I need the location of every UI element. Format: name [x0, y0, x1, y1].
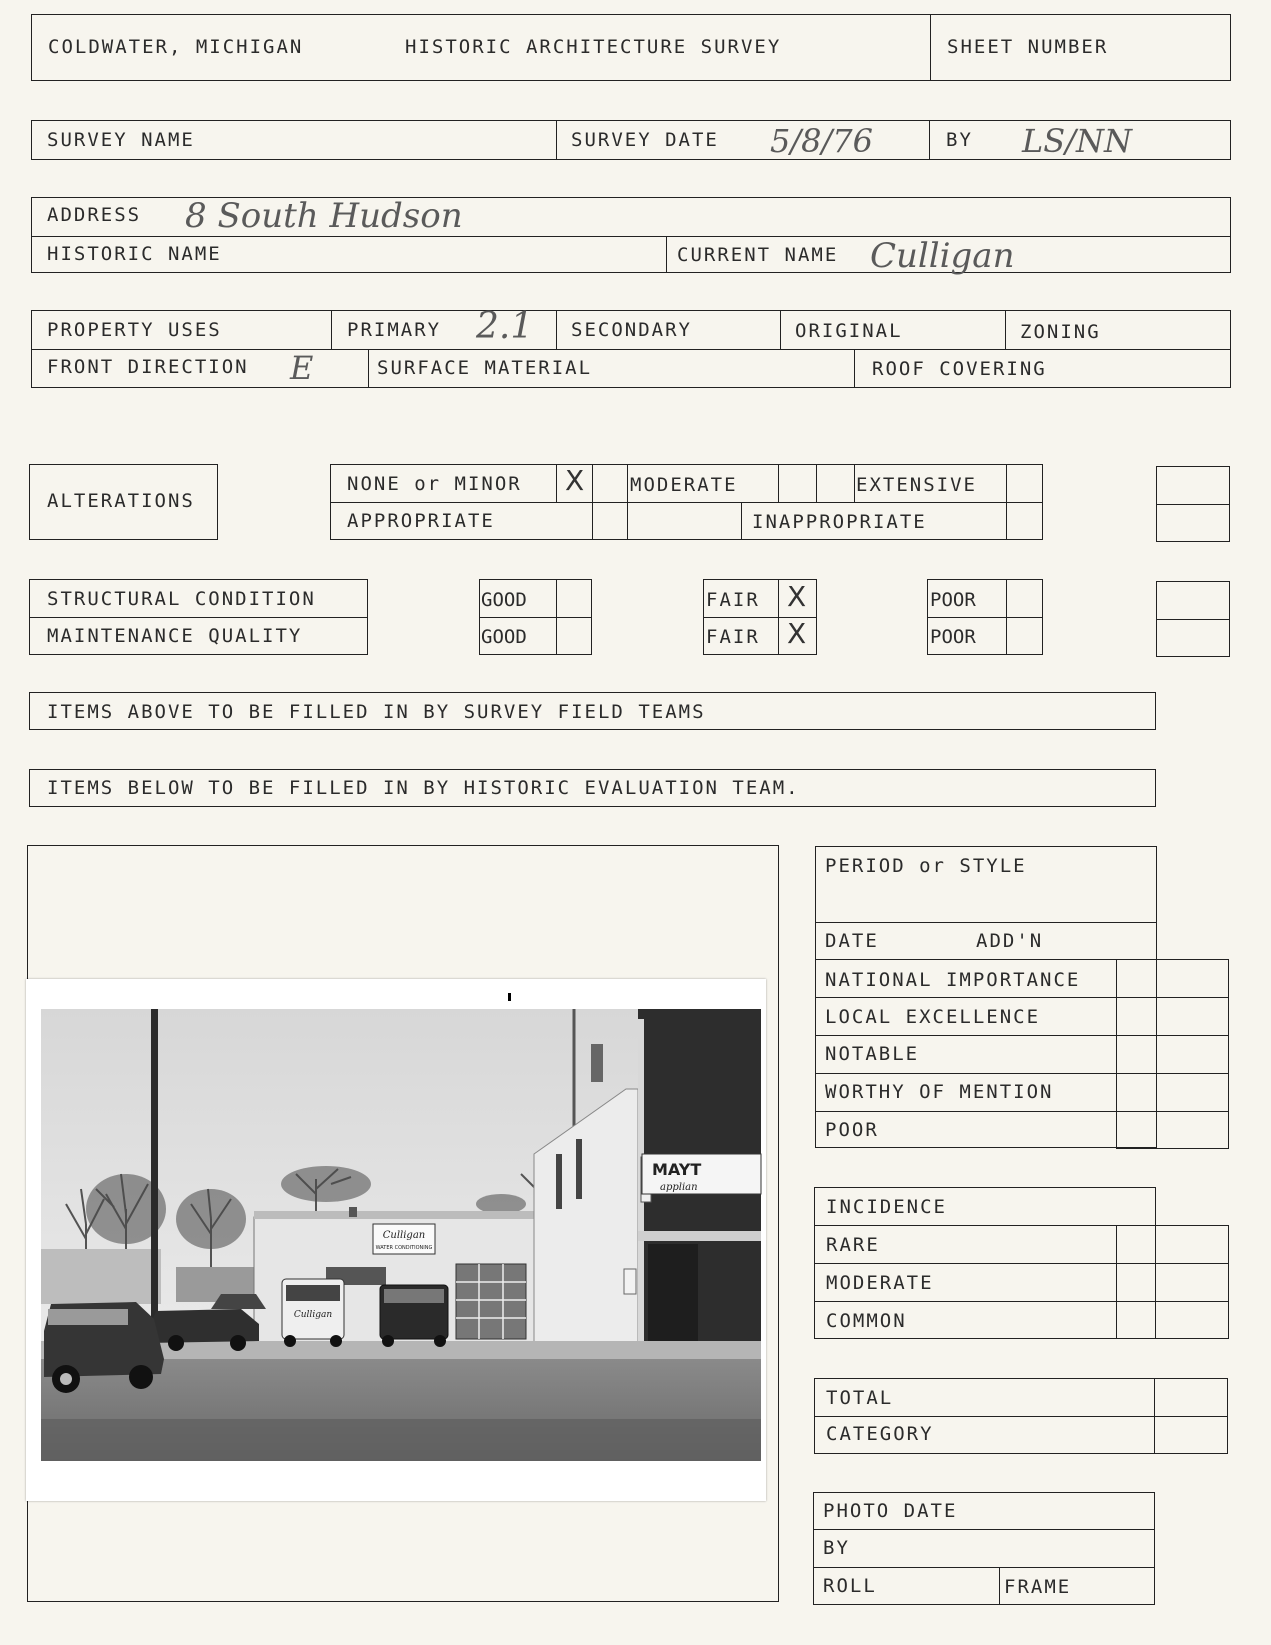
addn-label: ADD'N — [976, 930, 1044, 952]
alt-div-3 — [627, 464, 628, 540]
eval-poor-label: POOR — [825, 1119, 879, 1141]
by-label: BY — [946, 129, 973, 151]
eval-line-1 — [815, 922, 1157, 923]
common-label: COMMON — [826, 1310, 907, 1332]
photo-image — [26, 979, 766, 1501]
good-label-1: GOOD — [481, 589, 527, 611]
alt-div-6 — [741, 502, 742, 540]
poor-box-div — [1006, 579, 1007, 655]
property-divider — [31, 349, 1231, 350]
surface-material-label: SURFACE MATERIAL — [377, 357, 593, 379]
alterations-score-mid — [1156, 504, 1230, 505]
property-div-6 — [854, 349, 855, 388]
maintenance-fair-mark: X — [787, 617, 807, 650]
survey-date-value: 5/8/76 — [770, 122, 873, 160]
current-name-label: CURRENT NAME — [677, 244, 839, 266]
alterations-label: ALTERATIONS — [47, 490, 195, 512]
fair-label-2: FAIR — [706, 626, 760, 648]
local-excellence-label: LOCAL EXCELLENCE — [825, 1006, 1041, 1028]
poor-label-1: POOR — [930, 589, 976, 611]
poor-label-2: POOR — [930, 626, 976, 648]
front-direction-label: FRONT DIRECTION — [47, 356, 249, 378]
roll-label: ROLL — [823, 1575, 877, 1597]
roof-covering-label: ROOF COVERING — [872, 358, 1047, 380]
address-value: 8 South Hudson — [185, 196, 463, 236]
survey-date-label: SURVEY DATE — [571, 129, 719, 151]
address-label: ADDRESS — [47, 204, 142, 226]
none-minor-mark: X — [565, 464, 585, 497]
original-label: ORIGINAL — [795, 320, 903, 342]
eval-line-6 — [815, 1111, 1229, 1112]
names-divider — [666, 236, 667, 273]
date-label: DATE — [825, 930, 879, 952]
by-value: LS/NN — [1022, 122, 1132, 160]
good-label-2: GOOD — [481, 626, 527, 648]
none-minor-label: NONE or MINOR — [347, 473, 522, 495]
eval-line-3 — [815, 997, 1229, 998]
inc-line-2 — [814, 1263, 1229, 1264]
primary-value: 2.1 — [476, 306, 534, 347]
period-style-label: PERIOD or STYLE — [825, 855, 1027, 877]
inc-moderate-label: MODERATE — [826, 1272, 934, 1294]
extensive-label: EXTENSIVE — [856, 474, 977, 496]
sheet-number-label: SHEET NUMBER — [947, 36, 1109, 58]
property-div-4 — [1005, 310, 1006, 349]
notable-label: NOTABLE — [825, 1043, 920, 1065]
total-label: TOTAL — [826, 1387, 894, 1409]
sign-appliance: applian — [660, 1182, 698, 1193]
eval-line-5 — [815, 1073, 1229, 1074]
alt-div-2 — [592, 464, 593, 540]
front-direction-value: E — [290, 349, 314, 387]
worthy-of-mention-label: WORTHY OF MENTION — [825, 1081, 1054, 1103]
structural-fair-mark: X — [787, 580, 807, 613]
frame-label: FRAME — [1004, 1576, 1072, 1598]
property-div-2 — [556, 310, 557, 349]
header-divider — [930, 14, 931, 81]
photo-by-label: BY — [823, 1537, 850, 1559]
address-divider — [31, 236, 1231, 237]
current-name-value: Culligan — [870, 236, 1015, 276]
note-above: ITEMS ABOVE TO BE FILLED IN BY SURVEY FIELD TEAMS — [47, 701, 706, 723]
property-div-5 — [368, 349, 369, 388]
photo-date-label: PHOTO DATE — [823, 1500, 958, 1522]
sign-maytag: MAYT — [652, 1160, 702, 1179]
secondary-label: SECONDARY — [571, 319, 692, 341]
inc-line-1 — [814, 1225, 1229, 1226]
alt-div-8 — [1006, 464, 1007, 540]
header-city: COLDWATER, MICHIGAN — [48, 36, 304, 58]
rare-label: RARE — [826, 1234, 880, 1256]
header-survey-title: HISTORIC ARCHITECTURE SURVEY — [405, 36, 782, 58]
totals-div — [1154, 1378, 1155, 1454]
structural-condition-label: STRUCTURAL CONDITION — [47, 588, 316, 610]
sign-culligan: Culligan — [382, 1230, 426, 1241]
condition-score-mid — [1156, 619, 1230, 620]
property-div-1 — [331, 310, 332, 349]
good-box-mid — [479, 617, 592, 618]
maintenance-quality-label: MAINTENANCE QUALITY — [47, 625, 303, 647]
inc-line-3 — [814, 1301, 1229, 1302]
inappropriate-label: INAPPROPRIATE — [752, 511, 927, 533]
van-text: Culligan — [293, 1310, 333, 1320]
condition-label-mid — [29, 617, 368, 618]
survey-name-label: SURVEY NAME — [47, 129, 195, 151]
fair-label-1: FAIR — [706, 589, 760, 611]
eval-line-4 — [815, 1035, 1229, 1036]
zoning-label: ZONING — [1020, 321, 1101, 343]
sign-water: WATER CONDITIONING — [375, 1245, 433, 1251]
note-below: ITEMS BELOW TO BE FILLED IN BY HISTORIC EVALUATION TEAM. — [47, 777, 800, 799]
eval-line-2 — [815, 959, 1229, 960]
property-uses-label: PROPERTY USES — [47, 319, 222, 341]
alt-div-7 — [854, 464, 855, 502]
alt-div-5 — [816, 464, 817, 502]
property-photo — [26, 979, 766, 1501]
incidence-score-box — [1116, 1225, 1229, 1339]
photo-info-line-1 — [813, 1529, 1155, 1530]
photo-info-line-2 — [813, 1567, 1155, 1568]
property-div-3 — [780, 310, 781, 349]
evaluation-score-box — [1116, 959, 1229, 1149]
appropriate-label: APPROPRIATE — [347, 510, 495, 532]
survey-divider-1 — [556, 120, 557, 160]
category-label: CATEGORY — [826, 1423, 934, 1445]
primary-label: PRIMARY — [347, 319, 442, 341]
poor-box-mid — [927, 617, 1043, 618]
alterations-grid-mid — [330, 502, 1043, 503]
alt-div-4 — [778, 464, 779, 502]
historic-name-label: HISTORIC NAME — [47, 243, 222, 265]
alt-div-1 — [556, 464, 557, 502]
incidence-label: INCIDENCE — [826, 1196, 947, 1218]
photo-info-div — [999, 1567, 1000, 1605]
good-box-div — [556, 579, 557, 655]
national-importance-label: NATIONAL IMPORTANCE — [825, 969, 1081, 991]
survey-divider-2 — [929, 120, 930, 160]
totals-mid — [814, 1416, 1228, 1417]
fair-box-div — [778, 579, 779, 655]
moderate-label: MODERATE — [630, 474, 738, 496]
